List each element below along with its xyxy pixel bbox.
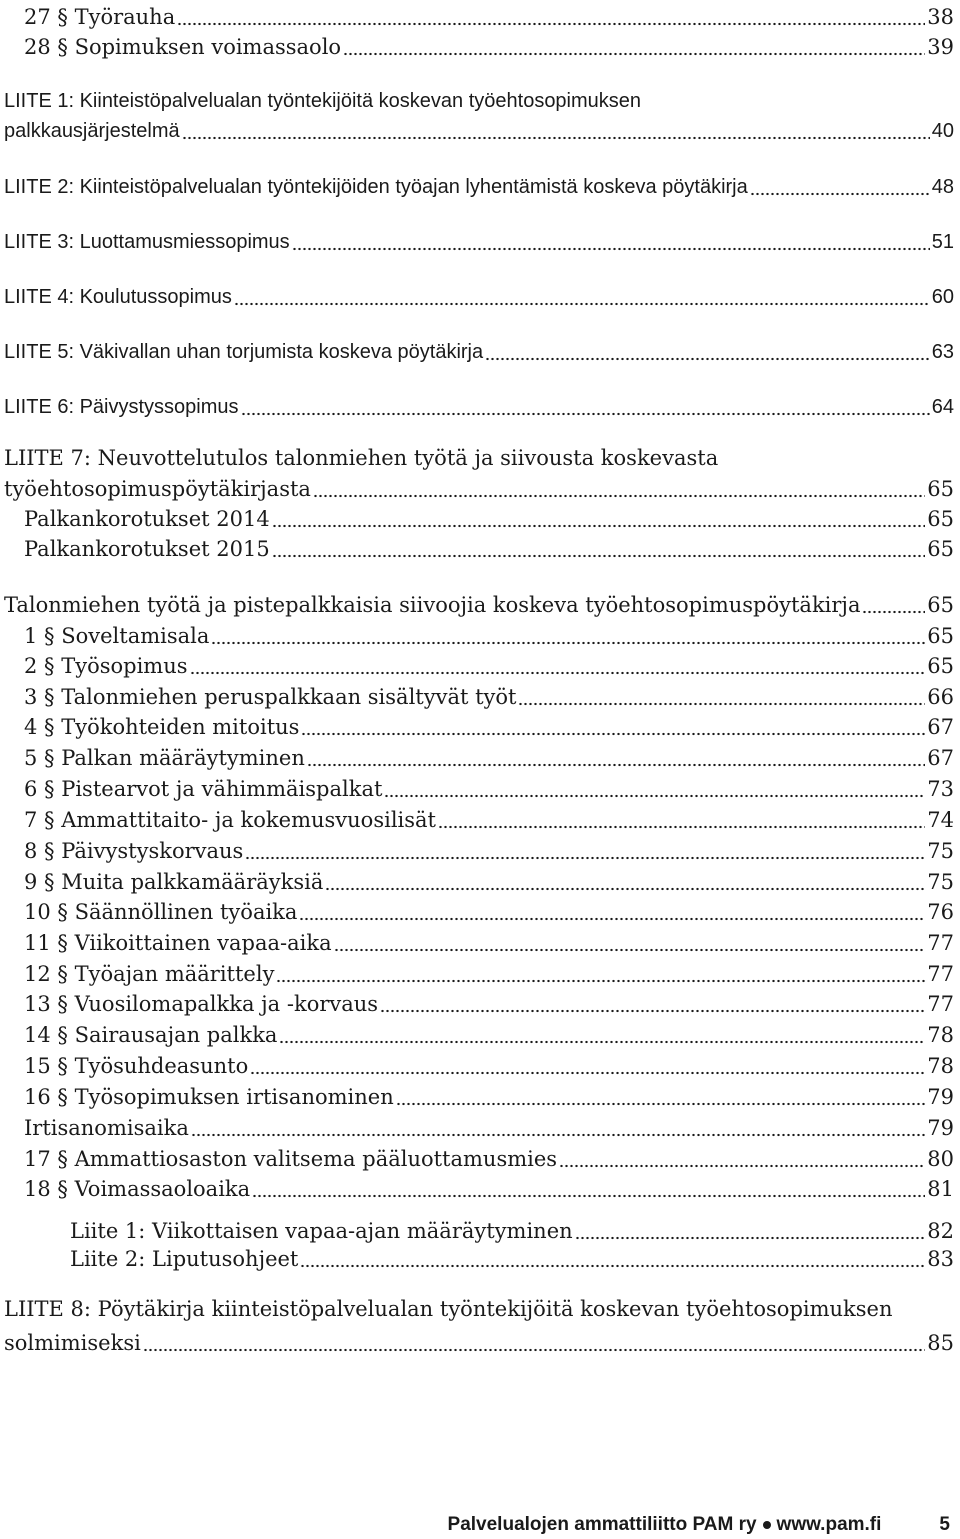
toc-entry-label: LIITE 3: Luottamusmiessopimus [4, 231, 290, 253]
toc-entry[interactable] [4, 335, 954, 365]
toc-page-number: 79 [927, 1116, 954, 1140]
toc-entry[interactable] [24, 0, 954, 30]
toc-entry-label: työehtosopimuspöytäkirjasta [4, 477, 311, 501]
toc-entry-label: 3 § Talonmiehen peruspalkkaan sisältyvät työt [24, 685, 517, 709]
toc-entry[interactable] [24, 649, 954, 679]
toc-page-number: 73 [927, 777, 954, 801]
toc-entry-label: LIITE 5: Väkivallan uhan torjumista koskeva pöytäkirja [4, 341, 484, 363]
toc-entry[interactable] [24, 926, 954, 956]
dot-leader [272, 506, 926, 528]
toc-entry-label-line1: LIITE 7: Neuvottelutulos talonmiehen työtä ja siivousta koskevasta [4, 446, 719, 470]
dot-leader [252, 1176, 925, 1198]
toc-entry[interactable] [24, 772, 954, 802]
toc-page-number: 67 [927, 746, 954, 770]
dot-leader [177, 4, 925, 26]
bullet-icon [763, 1521, 771, 1529]
footer-page-number: 5 [939, 1514, 950, 1535]
footer-website-link[interactable]: www.pam.fi [776, 1514, 882, 1535]
toc-page-number: 65 [927, 654, 954, 678]
toc-entry-label: 13 § Vuosilomapalkka ja -korvaus [24, 992, 379, 1016]
dot-leader [750, 174, 930, 196]
toc-page-number: 65 [927, 477, 954, 501]
toc-page-number: 74 [927, 808, 954, 832]
toc-entry[interactable] [24, 1018, 954, 1048]
toc-page-number: 83 [927, 1247, 954, 1271]
toc-entry-label-line1: LIITE 1: Kiinteistöpalvelualan työntekijöitä koskevan työehtosopimuksen [4, 90, 642, 112]
toc-page-number: 65 [927, 507, 954, 531]
toc-entry[interactable] [24, 957, 954, 987]
dot-leader [485, 339, 930, 361]
dot-leader [292, 229, 930, 251]
dot-leader [343, 34, 925, 56]
dot-leader [272, 536, 926, 558]
toc-entry-label: palkkausjärjestelmä [4, 120, 180, 142]
toc-entry-label: 5 § Palkan määräytyminen [24, 746, 305, 770]
dot-leader [190, 653, 926, 675]
dot-leader [313, 476, 925, 498]
toc-page-number: 75 [927, 839, 954, 863]
toc-page-number: 79 [927, 1085, 954, 1109]
toc-entry-label: 10 § Säännöllinen työaika [24, 900, 298, 924]
toc-page-number: 80 [927, 1147, 954, 1171]
toc-entry-label: 12 § Työajan määrittely [24, 962, 275, 986]
toc-entry[interactable] [4, 225, 954, 255]
toc-entry-label: Irtisanomisaika [24, 1116, 189, 1140]
dot-leader [384, 776, 925, 798]
dot-leader [182, 118, 930, 140]
toc-entry[interactable] [24, 803, 954, 833]
dot-leader [325, 869, 925, 891]
toc-entry[interactable] [24, 30, 954, 60]
toc-page-number: 39 [927, 35, 954, 59]
toc-page-number: 65 [927, 537, 954, 561]
dot-leader [191, 1115, 925, 1137]
toc-entry-label: 15 § Työsuhdeasunto [24, 1054, 249, 1078]
dot-leader [307, 745, 925, 767]
dot-leader [301, 714, 925, 736]
toc-page-number: 81 [927, 1177, 954, 1201]
toc-page-number: 51 [931, 231, 954, 253]
dot-leader [241, 394, 930, 416]
dot-leader [396, 1084, 926, 1106]
toc-entry-label: LIITE 4: Koulutussopimus [4, 286, 232, 308]
toc-entry[interactable] [24, 1080, 954, 1110]
toc-entry[interactable] [24, 895, 954, 925]
dot-leader [279, 1022, 925, 1044]
toc-entry-label: 28 § Sopimuksen voimassaolo [24, 35, 342, 59]
toc-entry[interactable] [24, 987, 954, 1017]
toc-entry[interactable] [70, 1242, 954, 1272]
toc-page-number: 85 [927, 1331, 954, 1355]
toc-entry[interactable] [24, 834, 954, 864]
toc-page-number: 38 [927, 5, 954, 29]
toc-page-number: 76 [927, 900, 954, 924]
footer-organization: Palvelualojen ammattiliitto PAM ry [447, 1514, 757, 1535]
toc-entry[interactable] [24, 710, 954, 740]
toc-page-number: 77 [927, 962, 954, 986]
toc-entry-label: solmimiseksi [4, 1331, 141, 1355]
toc-entry-label: Talonmiehen työtä ja pistepalkkaisia siivoojia koskeva työehtosopimuspöytäkirja [4, 593, 861, 617]
dot-leader [334, 930, 926, 952]
toc-entry[interactable] [24, 1111, 954, 1141]
toc-entry-label: 6 § Pistearvot ja vähimmäispalkat [24, 777, 383, 801]
toc-entry-label: LIITE 2: Kiinteistöpalvelualan työntekijöiden työajan lyhentämistä koskeva pöytäkirja [4, 176, 748, 198]
toc-page-number: 65 [927, 593, 954, 617]
toc-page-number: 63 [931, 341, 954, 363]
toc-entry-label: Liite 1: Viikottaisen vapaa-ajan määräytyminen [70, 1219, 573, 1243]
dot-leader [575, 1218, 926, 1240]
toc-page-number: 82 [927, 1219, 954, 1243]
toc-entry-label: 14 § Sairausajan palkka [24, 1023, 278, 1047]
dot-leader [245, 838, 925, 860]
dot-leader [862, 592, 925, 614]
dot-leader [143, 1330, 925, 1352]
toc-entry[interactable] [24, 619, 954, 649]
toc-page-number: 75 [927, 870, 954, 894]
toc-page-number: 64 [931, 396, 954, 418]
toc-entry-label: 18 § Voimassaoloaika [24, 1177, 251, 1201]
toc-entry-label: Palkankorotukset 2015 [24, 537, 270, 561]
dot-leader [438, 807, 925, 829]
toc-entry-label: 16 § Työsopimuksen irtisanominen [24, 1085, 394, 1109]
toc-entry[interactable] [4, 472, 954, 502]
toc-entry[interactable] [24, 532, 954, 562]
toc-entry[interactable] [24, 502, 954, 532]
toc-page-number: 65 [927, 624, 954, 648]
toc-page-number: 67 [927, 715, 954, 739]
toc-page-number: 78 [927, 1023, 954, 1047]
toc-entry-label: 7 § Ammattitaito- ja kokemusvuosilisät [24, 808, 436, 832]
dot-leader [518, 684, 925, 706]
toc-page-number: 48 [931, 176, 954, 198]
toc-entry[interactable] [24, 741, 954, 771]
toc-entry-label: 27 § Työrauha [24, 5, 176, 29]
toc-entry[interactable] [24, 1049, 954, 1079]
toc-entry[interactable] [24, 865, 954, 895]
toc-entry[interactable] [24, 1142, 954, 1172]
toc-page-number: 66 [927, 685, 954, 709]
toc-page-number: 77 [927, 931, 954, 955]
toc-entry-label: Palkankorotukset 2014 [24, 507, 270, 531]
toc-entry-label-line1: LIITE 8: Pöytäkirja kiinteistöpalvelualan työntekijöitä koskevan työehtosopimuksen [4, 1297, 893, 1321]
toc-page-number: 60 [931, 286, 954, 308]
dot-leader [299, 899, 925, 921]
dot-leader [276, 961, 925, 983]
toc-entry[interactable] [24, 1172, 954, 1202]
toc-entry[interactable] [4, 588, 954, 618]
dot-leader [234, 284, 930, 306]
toc-entry-label: 1 § Soveltamisala [24, 624, 210, 648]
toc-entry-label: 8 § Päivystyskorvaus [24, 839, 244, 863]
toc-entry[interactable] [4, 170, 954, 200]
toc-page-number: 77 [927, 992, 954, 1016]
toc-entry-label: Liite 2: Liputusohjeet [70, 1247, 299, 1271]
toc-entry[interactable] [4, 114, 954, 144]
toc-entry-label: 11 § Viikoittainen vapaa-aika [24, 931, 332, 955]
toc-entry[interactable] [4, 390, 954, 420]
dot-leader [300, 1246, 925, 1268]
dot-leader [380, 991, 925, 1013]
dot-leader [250, 1053, 925, 1075]
toc-page-number: 78 [927, 1054, 954, 1078]
toc-entry-label: 4 § Työkohteiden mitoitus [24, 715, 300, 739]
toc-entry-label: LIITE 6: Päivystyssopimus [4, 396, 239, 418]
toc-entry-label: 17 § Ammattiosaston valitsema pääluottamusmies [24, 1147, 558, 1171]
toc-entry[interactable] [24, 680, 954, 710]
dot-leader [211, 623, 925, 645]
toc-entry[interactable] [4, 280, 954, 310]
dot-leader [559, 1146, 925, 1168]
toc-entry[interactable] [4, 1326, 954, 1356]
toc-entry[interactable] [70, 1214, 954, 1244]
page-footer [448, 1514, 950, 1536]
toc-page-number: 40 [931, 120, 954, 142]
toc-entry-label: 2 § Työsopimus [24, 654, 188, 678]
toc-entry-label: 9 § Muita palkkamääräyksiä [24, 870, 324, 894]
